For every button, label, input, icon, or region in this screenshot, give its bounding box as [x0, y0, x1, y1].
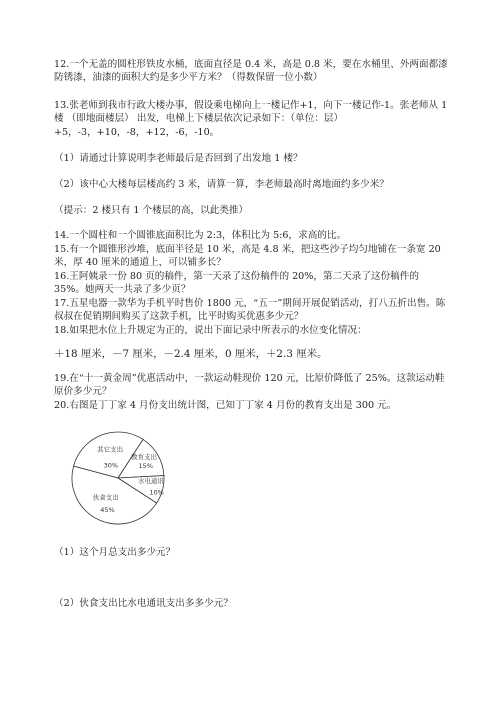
- problem-13: 13.张老师到我市行政大楼办事，假设乘电梯向上一楼记作+1，向下一楼记作-1。张老师从 1 楼 （即地面楼层） 出发，电梯上下楼层依次记录如下：（单位：层）+5，-3，+10，-8，+12，-6，-10。: [54, 100, 451, 138]
- problem-18-values: ＋18 厘米，－7 厘米，－2.4 厘米，0 厘米，＋2.3 厘米。: [54, 348, 328, 360]
- problem-17: 17.五星电器一款华为手机平时售价 1800 元，“五一”期间开展促销活动，打八五折出售。陈叔叔在促销期间购买了这款手机，比平时购买优惠多少元？: [54, 298, 446, 323]
- problem-20-question-2: （2）伙食支出比水电通讯支出多多少元？: [54, 598, 233, 609]
- problem-20: 20.右图是丁丁家 4 月份支出统计图，已知丁丁家 4 月份的教育支出是 300 元。: [54, 400, 397, 411]
- problem-19: 19.在“十一黄金周”优惠活动中，一款运动鞋现价 120 元，比原价降低了 25%。这款运动鞋原价多少元？: [54, 373, 445, 398]
- pie-percent-label: 45%: [100, 505, 115, 514]
- pie-percent-label: 10%: [149, 488, 164, 497]
- pie-category-label: 其它支出: [97, 445, 124, 454]
- problem-14: 14.一个圆柱和一个圆锥底面积比为 2:3，体积比为 5:6，求高的比。: [54, 230, 347, 241]
- problem-18: 18.如果把水位上升规定为正的，说出下面记录中所表示的水位变化情况：: [54, 325, 367, 336]
- problem-15: 15.有一个圆锥形沙堆，底面半径是 10 米，高是 4.8 米，把这些沙子均匀地铺在一条宽 20 米，厚 40 厘米的通道上，可以铺多长？: [54, 244, 444, 269]
- problem-13-question-2: （2）该中心大楼每层楼高约 3 米，请算一算，李老师最高时离地面约多少米？: [54, 179, 389, 190]
- problem-13-question-1: （1）请通过计算说明李老师最后是否回到了出发地 1 楼？: [54, 153, 303, 164]
- expense-pie-chart: [68, 426, 198, 536]
- pie-category-label: 水电通讯: [137, 476, 164, 485]
- pie-percent-label: 15%: [138, 462, 153, 470]
- problem-20-question-1: （1）这个月总支出多少元？: [54, 547, 176, 558]
- problem-12: 12.一个无盖的圆柱形铁皮水桶，底面直径是 0.4 米，高是 0.8 米，要在水桶里、外两面都漆防锈漆，油漆的面积大约是多少平方米？（得数保留一位小数）: [54, 59, 448, 84]
- problem-16: 16.王阿姨录一份 80 页的稿件，第一天录了这份稿件的 20%，第二天录了这份稿件的 35%。她两天一共录了多少页？: [54, 271, 422, 296]
- pie-category-label: 教育支出: [130, 453, 157, 461]
- problem-13-hint: （提示：2 楼只有 1 个楼层的高，以此类推）: [54, 205, 249, 216]
- pie-category-label: 伙食支出: [92, 493, 119, 502]
- pie-percent-label: 30%: [103, 461, 119, 470]
